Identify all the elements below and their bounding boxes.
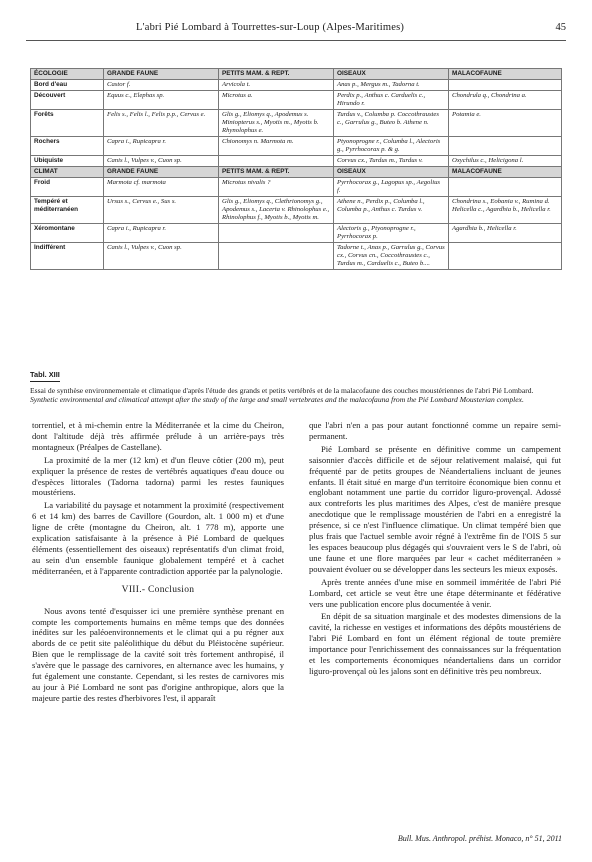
section-title: VIII.- Conclusion <box>121 584 195 595</box>
table-cell <box>449 178 562 197</box>
body-paragraph: que l'abri n'en a pas pour autant fonctionné comme un repaire semi-permanent. <box>309 420 561 441</box>
table-header-cell: GRANDE FAUNE <box>104 167 219 178</box>
table-label: Tabl. XIII <box>30 370 60 382</box>
row-label: Indifférent <box>31 243 104 270</box>
table-header-cell: CLIMAT <box>31 167 104 178</box>
body-paragraph: Après trente années d'une mise en sommeil imméritée de l'abri Pié Lombard, cet article se veut être une étape déterminante et fédérative vers une publication encore plus documentée à venir. <box>309 576 561 609</box>
table-row <box>31 80 562 91</box>
body-paragraph: Nous avons tenté d'esquisser ici une première synthèse prenant en compte les comportements humains en même temps que des données inédites sur les paléoenvironnements et le climat qui a pu régner aux abords de ce petit site paléolithique du début du Pléistocène supérieur. Bien que le remplissage de la cavité soit très fortement anthropisé, il s'avère que le passage des carnivores, en alternance avec les humains, y fut également une constante. Cependant, si les restes de carnivores mis au jour à Pié Lombard ne sont pas d'origine anthropique, alors que la majeure partie des restes d'herbivores l'est, il apparaît <box>32 605 284 703</box>
table-cell: Turdus v., Columba p. Coccothraustes c., Garrulus g., Buteo b. Athene n. <box>334 110 449 137</box>
body-paragraph: La proximité de la mer (12 km) et d'un fleuve côtier (200 m), peut expliquer la présence de restes de vertébrés aquatiques d'eau douce ou d'espèces littorales (Tadorna tadorna) parmi les restes fauniques moustériens. <box>32 454 284 498</box>
table-cell: Chionomys n. Marmota m. <box>219 137 334 156</box>
table-cell: Capra i., Rupicapra r. <box>104 224 219 243</box>
body-paragraph: torrentiel, et à mi-chemin entre la Méditerranée et la cime du Cheiron, dont l'altitude déjà très affirmée prélude à un arrière-pays très montagneux (Préalpes de Castellane). <box>32 420 284 452</box>
table-header-cell: OISEAUX <box>334 167 449 178</box>
caption-french: Essai de synthèse environnementale et climatique d'après l'étude des grands et petits vertébrés et de la malacofaune des couches moustériennes de l'abri Pié Lombard. <box>30 385 534 395</box>
row-label: Forêts <box>31 110 104 137</box>
table-cell <box>219 224 334 243</box>
synthesis-table <box>30 68 562 270</box>
body-paragraph: En dépit de sa situation marginale et des modestes dimensions de la cavité, la richesse en vestiges et informations des dépôts moustériens de l'abri Pié Lombard en font un élément régional de toute première importance pour l'enrichissement des connaissances sur la fréquentation et les comportements économiques néandertaliens dans un corridor liguro-provençal où les jalons sont en définitive très peu nombreux. <box>309 611 561 676</box>
table-header-row <box>31 69 562 80</box>
table-header-row <box>31 167 562 178</box>
row-label: Ubiquiste <box>31 156 104 167</box>
table-cell: Canis l., Vulpes v., Cuon sp. <box>104 243 219 270</box>
table-cell: Corvus cx., Turdus m., Turdus v. <box>334 156 449 167</box>
table-caption <box>30 370 561 405</box>
left-column <box>32 420 284 706</box>
table-cell: Agardhia b., Helicella r. <box>449 224 562 243</box>
running-title: L'abri Pié Lombard à Tourrettes-sur-Loup (Alpes-Maritimes) <box>136 22 405 33</box>
table-cell: Glis g., Eliomys q., Apodemus s. Miniopterus s., Myotis m., Myotis b. Rhynolophus e. <box>219 110 334 137</box>
table-header-cell: MALACOFAUNE <box>449 69 562 80</box>
table-header-cell: MALACOFAUNE <box>449 167 562 178</box>
body-paragraph: Pié Lombard se présente en définitive comme un campement saisonnier d'accès difficile et de séjour relativement malaisé, qui fut fréquenté par de petits groupes de Néandertaliens incluant de jeunes enfants. Il était situé en marge d'un territoire économique bien connu et englobant notamment une partie du corridor liguro-provençal. Adossé aux contreforts les plus maritimes des Alpes, c'est de manière presque anecdotique que le remplissage moustérien de l'abri en a enregistré la présence, si ce n'est l'influence climatique. Un climat tempéré bien que plus frais que l'actuel semble avoir régné à l'extrême fin de l'OIS 5 sur les espaces beaucoup plus dégagés qui s'ouvraient vers le S de l'abri, où une faune et une flore marquées par leur « cachet méditerranéen » pouvaient évoluer ou se développer dans les secteurs les mieux exposés. <box>309 443 561 574</box>
table-cell: Microtus a. <box>219 91 334 110</box>
table-cell <box>219 156 334 167</box>
table-row <box>31 197 562 224</box>
table-cell <box>219 243 334 270</box>
table-row <box>31 224 562 243</box>
footer-citation: Bull. Mus. Anthropol. préhist. Monaco, n° 51, 2011 <box>397 834 562 843</box>
table-cell: Tadorne t., Anas p., Garrulus g., Corvus cx., Corvus cn., Coccothraustes c., Turdus m., Carduelis c., Buteo b.... <box>334 243 449 270</box>
row-label: Xéromontane <box>31 224 104 243</box>
table-cell: Perdix p., Anthus c. Carduelis c., Hirundo r. <box>334 91 449 110</box>
table-row <box>31 156 562 167</box>
table-cell: Oxychilus c., Helicigona l. <box>449 156 562 167</box>
table-header-cell: OISEAUX <box>334 69 449 80</box>
table-cell: Ptyonoprogne r., Columba l., Alectoris g., Pyrrhocorax p. & g. <box>334 137 449 156</box>
table-header-cell: ÉCOLOGIE <box>31 69 104 80</box>
table-row <box>31 243 562 270</box>
table-cell: Microtus nivalis ? <box>219 178 334 197</box>
table-cell: Chondrina s., Eobania v., Rumina d. Helicella c., Agardhia b., Helicella r. <box>449 197 562 224</box>
table-cell: Ursus s., Cervus e., Sus s. <box>104 197 219 224</box>
table-header-cell: PETITS MAM. & REPT. <box>219 69 334 80</box>
table-cell: Chondrula q., Chondrina a. <box>449 91 562 110</box>
table-cell: Alectoris g., Ptyonoprogne r., Pyrrhocorax p. <box>334 224 449 243</box>
table-cell: Glis g., Eliomys q., Clethrionomys g., Apodemus s., Lacerta v. Rhinolophus e., Rhinolophus f., Myotis b., Myotis m. <box>219 197 334 224</box>
table-cell: Castor f. <box>104 80 219 91</box>
table-cell: Athene n., Perdix p., Columba l., Columba p., Anthus c. Turdus v. <box>334 197 449 224</box>
table-cell: Canis l., Vulpes v., Cuon sp. <box>104 156 219 167</box>
table-cell <box>449 80 562 91</box>
table-cell: Marmota cf. marmota <box>104 178 219 197</box>
row-label: Découvert <box>31 91 104 110</box>
page-number: 45 <box>555 22 566 33</box>
table-row <box>31 110 562 137</box>
table-cell: Felis s., Felis l., Felis p.p., Cervus e. <box>104 110 219 137</box>
table-cell: Potamia e. <box>449 110 562 137</box>
caption-english: Synthetic environmental and climatical attempt after the study of the large and small vertebrates and the malacofauna from the Pié Lombard Mousterian complex. <box>30 395 524 405</box>
row-label: Rochers <box>31 137 104 156</box>
row-label: Bord d'eau <box>31 80 104 91</box>
right-column <box>309 420 561 679</box>
row-label: Tempéré et méditerranéen <box>31 197 104 224</box>
table-cell <box>449 137 562 156</box>
table-header-cell: PETITS MAM. & REPT. <box>219 167 334 178</box>
running-header <box>26 18 566 41</box>
table-cell: Anas p., Mergus m., Tadorna t. <box>334 80 449 91</box>
table-cell: Equus c., Elephas sp. <box>104 91 219 110</box>
table-cell <box>449 243 562 270</box>
table-cell: Pyrrhocorax g., Lagopus sp., Aegolius f. <box>334 178 449 197</box>
table-row <box>31 91 562 110</box>
row-label: Froid <box>31 178 104 197</box>
table-cell: Capra i., Rupicapra r. <box>104 137 219 156</box>
table-header-cell: GRANDE FAUNE <box>104 69 219 80</box>
body-paragraph: La variabilité du paysage et notamment la proximité (respectivement 6 et 14 km) des barres de Cavillore (Gourdon, alt. 1 000 m) et d'une ligne de crête (montagne du Cheiron, alt. 1 778 m), apporte une explication satisfaisante à la présence à Pié Lombard de quelques éléments (essentiellement des oiseaux) représentatifs d'un climat froid, au sein d'un ensemble faunique globalement tempéré et à cachet méditerranéen, et à l'apparente contradiction apportée par la palynologie. <box>32 500 284 576</box>
table-cell: Arvicola t. <box>219 80 334 91</box>
table-row <box>31 178 562 197</box>
table-row <box>31 137 562 156</box>
